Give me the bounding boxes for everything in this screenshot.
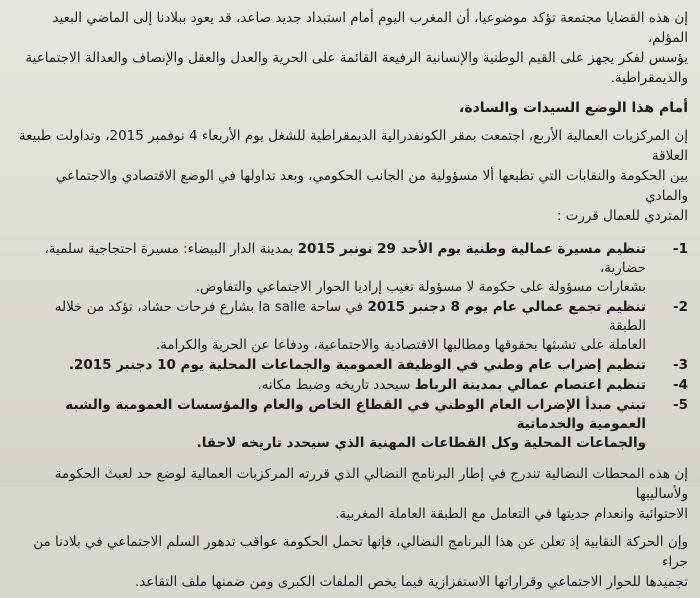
- decision-number: -5: [673, 397, 688, 413]
- decision-text: [14, 396, 646, 453]
- decision-item-1: [14, 240, 688, 297]
- decision-number: -3: [673, 357, 688, 373]
- decision-bold-text: تنظيم اعتصام عمالي بمدينة الرباط: [414, 377, 646, 393]
- decision-item-2: [14, 298, 688, 355]
- intro-paragraph: [14, 8, 688, 88]
- closing-paragraph-2: [14, 532, 688, 592]
- decision-number: -4: [673, 377, 688, 393]
- decision-continuation: بشعارات مسؤولة على حكومة لا مسؤولة تغيب إراديا الحوار الاجتماعي والتفاوض.: [195, 279, 646, 295]
- intro-line-1: إن هذه القضايا مجتمعة تؤكد موضوعيا، أن المغرب اليوم أمام استبداد جديد صاعد، قد يعود ببلادنا إلى الماضي البعيد المؤلم،: [52, 10, 688, 46]
- decision-item-5: [14, 396, 688, 453]
- decision-item-3: [14, 356, 688, 375]
- decision-text: [14, 240, 646, 297]
- closing-paragraph-1: [14, 464, 688, 524]
- decision-text: [14, 356, 646, 375]
- spacer: [14, 232, 688, 240]
- decision-bold-text: تنظيم مسيرة عمالية وطنية يوم الأحد 29 نونبر 2015: [297, 241, 646, 257]
- decision-rest-text: في ساحة la salle بشارع فرحات حشاد، تؤكد من خلاله الطبقة: [54, 299, 646, 334]
- context-line-2: بين الحكومة والنقابات التي تطبعها ألا مسؤولية من الجانب الحكومي، وبعد تداولها في الوضع الاقتصادي والاجتماعي والمادي: [55, 168, 688, 204]
- decision-bold-text: تنظيم إضراب عام وطني في الوظيفة العمومية والجماعات المحلية يوم 10 دجنبر 2015.: [68, 357, 646, 373]
- decision-item-4: [14, 376, 688, 395]
- spacer: [14, 454, 688, 464]
- context-line-3: المتردي للعمال قررت :: [556, 208, 688, 224]
- section-heading: أمام هذا الوضع السيدات والسادة،: [459, 100, 688, 116]
- decision-rest-text: بمدينة الدار البيضاء: مسيرة احتجاجية سلمية، حضارية،: [44, 241, 646, 276]
- document-body: [14, 8, 688, 598]
- context-paragraph: [14, 126, 688, 226]
- decision-text: [14, 376, 646, 395]
- decision-text: [14, 298, 646, 355]
- decision-continuation: العاملة على تشبثها بحقوقها ومطالبها الاقتصادية والاجتماعية، ودفاعا عن الحرية والكرامة.: [155, 337, 646, 353]
- decision-continuation: والجماعات المحلية وكل القطاعات المهنية الذي سيحدد تاريخه لاحقا.: [196, 435, 646, 451]
- decision-number: -2: [673, 299, 688, 315]
- decision-rest-text: سيحدد تاريخه وضبط مكانه.: [257, 377, 415, 393]
- closing-2-line-1: وإن الحركة النقابية إذ تعلن عن هذا البرنامج النضالي، فإنها تحمل الحكومة عواقب تدهور السلم الاجتماعي في بلادنا من جراء: [33, 534, 688, 570]
- decision-number: -1: [673, 241, 688, 257]
- context-line-1: إن المركزيات العمالية الأربع، اجتمعت بمقر الكونفدرالية الديمقراطية للشغل يوم الأربعاء 4 نوفمبر 2015، وتداولت طبيعة العلاقة: [18, 128, 688, 164]
- decision-bold-text: تنظيم تجمع عمالي عام يوم 8 دجنبر 2015: [367, 299, 646, 315]
- decisions-list: [14, 240, 688, 453]
- intro-line-2: يؤسس لفكر يجهز على القيم الوطنية والإنسانية الرفيعة القائمة على الحرية والعدل والعقل والإنصاف والعدالة الاجتماعية: [25, 50, 688, 66]
- closing-2-line-2: تجميدها للحوار الاجتماعي وقراراتها الاستفزازية فيما يخص الملفات الكبرى ومن ضمنها ملف التقاعد.: [134, 574, 688, 590]
- closing-1-line-1: إن هذه المحطات النضالية تندرج في إطار البرنامج النضالي الذي قررته المركزيات العمالية لوضع حد لعبث الحكومة ولأساليبها: [54, 466, 688, 502]
- decision-bold-text: تبني مبدأ الإضراب العام الوطني في القطاع الخاص والعام والمؤسسات العمومية والشبه العمومية والخدماتية: [65, 397, 646, 432]
- intro-line-3: والديمقراطية.: [610, 70, 688, 86]
- closing-1-line-2: الاحتوائية وانعدام جديتها في التعامل مع الطبقة العاملة المغربية.: [335, 506, 688, 522]
